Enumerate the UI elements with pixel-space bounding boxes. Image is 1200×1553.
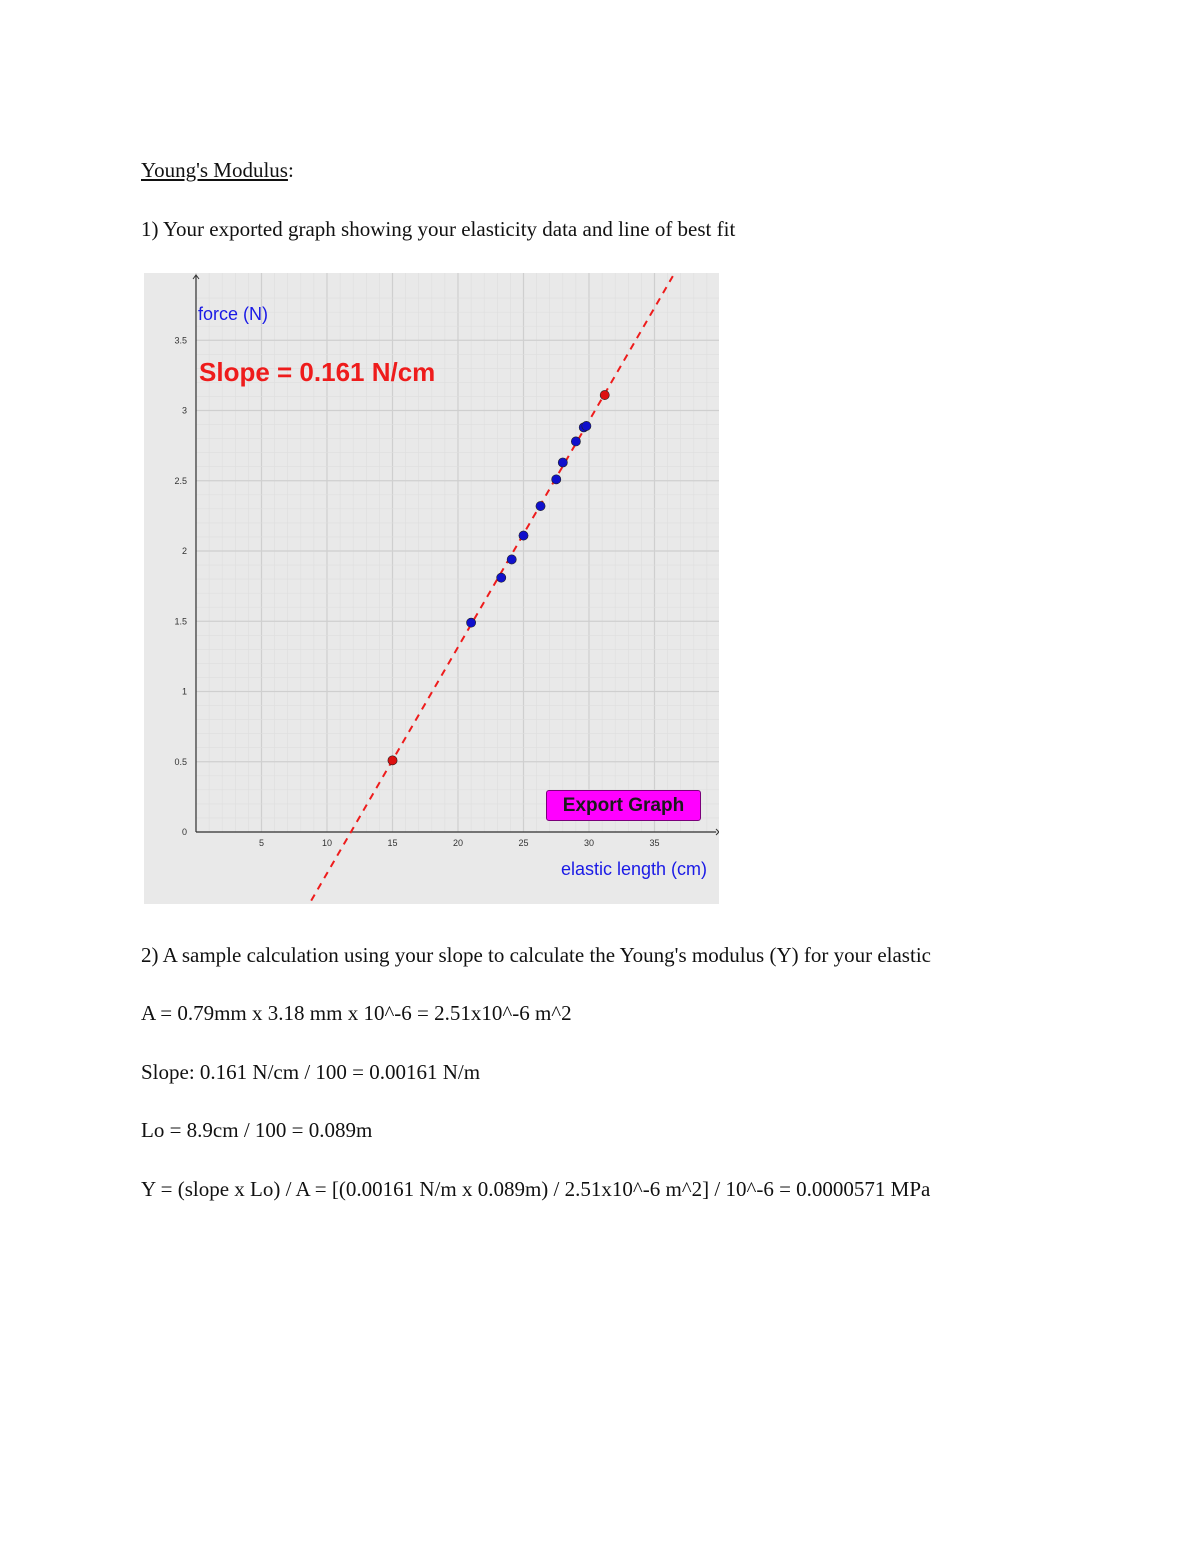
y-tick-label: 1.5	[174, 616, 187, 627]
fit-endpoint	[600, 390, 609, 399]
x-tick-label: 15	[387, 838, 398, 848]
data-point	[571, 437, 580, 446]
calc-length: Lo = 8.9cm / 100 = 0.089m	[141, 1118, 373, 1142]
heading-colon: :	[287, 158, 294, 182]
data-point	[507, 555, 516, 564]
question-1: 1) Your exported graph showing your elasticity data and line of best fit	[141, 217, 736, 241]
x-axis-label: elastic length (cm)	[560, 859, 707, 879]
data-point	[552, 475, 561, 484]
y-tick-label: 3	[181, 405, 187, 416]
question-2: 2) A sample calculation using your slope to calculate the Young's modulus (Y) for your elastic	[141, 943, 931, 967]
y-tick-label: 2.5	[174, 475, 187, 486]
calc-slope: Slope: 0.161 N/cm / 100 = 0.00161 N/m	[141, 1060, 481, 1084]
data-point	[497, 573, 506, 582]
y-tick-label: 0.5	[174, 756, 187, 767]
fit-endpoint	[388, 756, 397, 765]
y-tick-label: 1	[181, 686, 187, 697]
elasticity-graph	[144, 273, 719, 904]
calc-area: A = 0.79mm x 3.18 mm x 10^-6 = 2.51x10^-6 m^2	[141, 1001, 572, 1025]
x-tick-label: 10	[321, 838, 333, 848]
data-point	[582, 421, 591, 430]
x-tick-label: 20	[452, 838, 464, 848]
y-axis-label: force (N)	[198, 304, 269, 324]
calc-youngs-modulus: Y = (slope x Lo) / A = [(0.00161 N/m x 0.089m) / 2.51x10^-6 m^2] / 10^-6 = 0.0000571 MPa	[141, 1177, 931, 1201]
heading-title: Young's Modulus	[141, 158, 288, 182]
slope-annotation: Slope = 0.161 N/cm	[199, 357, 436, 387]
export-graph-button[interactable]: Export Graph	[546, 790, 701, 821]
x-tick-label: 30	[583, 838, 595, 848]
data-point	[558, 458, 567, 467]
data-point	[467, 618, 476, 627]
page-heading	[141, 157, 294, 183]
x-tick-label: 5	[258, 838, 265, 848]
y-tick-label: 2	[181, 546, 187, 556]
y-origin-label: 0	[181, 827, 187, 837]
y-tick-label: 3.5	[174, 335, 187, 346]
x-tick-label: 35	[649, 838, 660, 848]
data-point	[519, 531, 528, 540]
data-point	[536, 501, 545, 510]
x-tick-label: 25	[518, 838, 529, 848]
